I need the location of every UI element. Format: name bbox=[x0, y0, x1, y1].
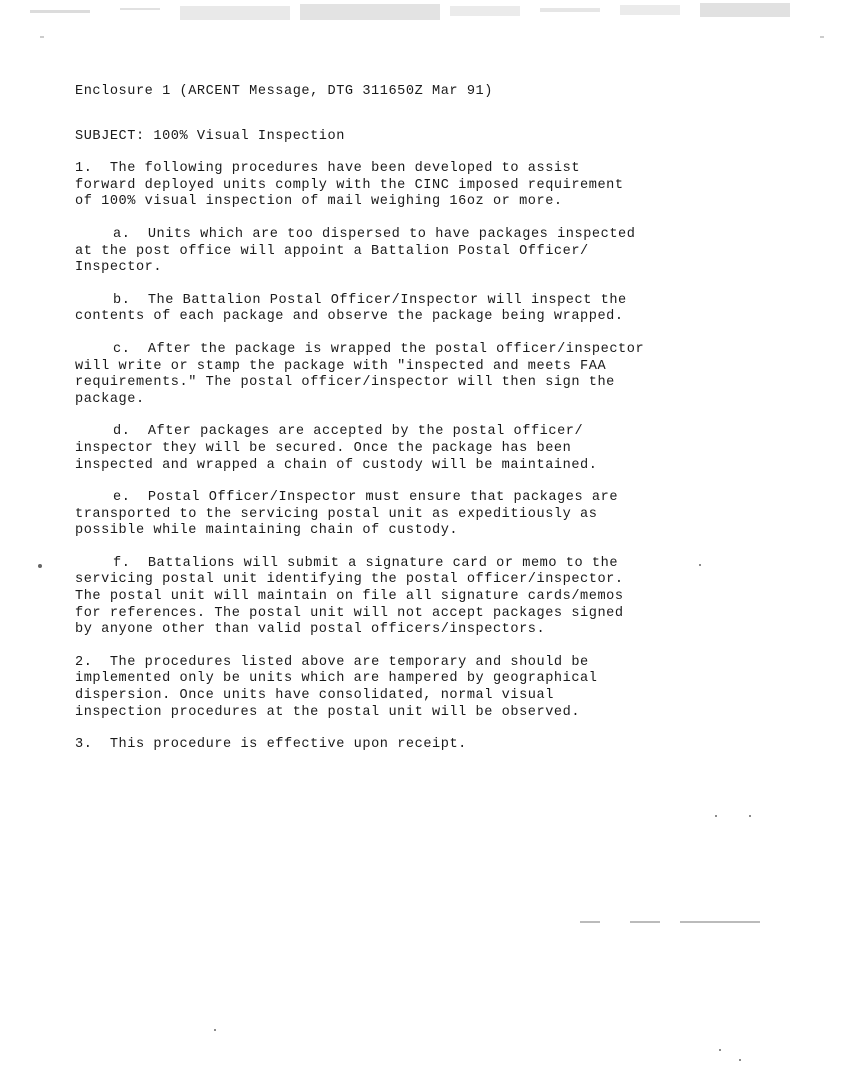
paragraph-label: 3. bbox=[75, 737, 93, 753]
subject-line: SUBJECT: 100% Visual Inspection bbox=[75, 128, 345, 144]
enclosure-heading: Enclosure 1 (ARCENT Message, DTG 311650Z Mar 91) bbox=[75, 84, 493, 99]
paragraph-text: After the package is wrapped the postal officer/inspector will write or stamp the package with "inspected and meets FAA requirements." The postal officer/inspector will then sign the package. bbox=[75, 341, 645, 407]
paragraph-text: Units which are too dispersed to have packages inspected at the post office will appoint a Battalion Postal Officer/ Inspector. bbox=[75, 226, 636, 276]
paragraph-text: The following procedures have been developed to assist forward deployed units comply with the CINC imposed requirement of 100% visual inspection of mail weighing 16oz or more. bbox=[75, 161, 624, 210]
paragraph-text: The procedures listed above are temporary and should be implemented only be units which are hampered by geographical dispersion. Once units have consolidated, normal visual inspection procedures at the postal unit will be observed. bbox=[75, 654, 598, 720]
paragraph-text: The Battalion Postal Officer/Inspector will inspect the contents of each package and observe the package being wrapped. bbox=[75, 292, 627, 325]
paragraph-label: a. bbox=[113, 226, 131, 242]
paragraph-label: f. bbox=[113, 555, 131, 571]
paragraph-label: c. bbox=[113, 341, 131, 357]
paragraph-text: This procedure is effective upon receipt. bbox=[109, 737, 467, 753]
paragraph-label: 1. bbox=[75, 161, 93, 177]
paragraph-label: e. bbox=[113, 490, 131, 506]
paragraph-text: Battalions will submit a signature card or memo to the servicing postal unit identifying the postal officer/inspector. The postal unit will maintain on file all signature cards/memos for references. The postal unit will not accept packages signed by anyone other than valid postal officers/inspectors. bbox=[75, 555, 624, 638]
paragraph-label: d. bbox=[113, 424, 131, 440]
paragraph-text: After packages are accepted by the postal officer/ inspector they will be secured. Once the package has been inspected and wrapped a chain of custody will be maintained. bbox=[75, 424, 598, 473]
paragraph-text: Postal Officer/Inspector must ensure that packages are transported to the servicing postal unit as expeditiously as possible while maintaining chain of custody. bbox=[75, 490, 619, 539]
paragraph-label: b. bbox=[113, 292, 131, 308]
paragraph-label: 2. bbox=[75, 654, 93, 670]
